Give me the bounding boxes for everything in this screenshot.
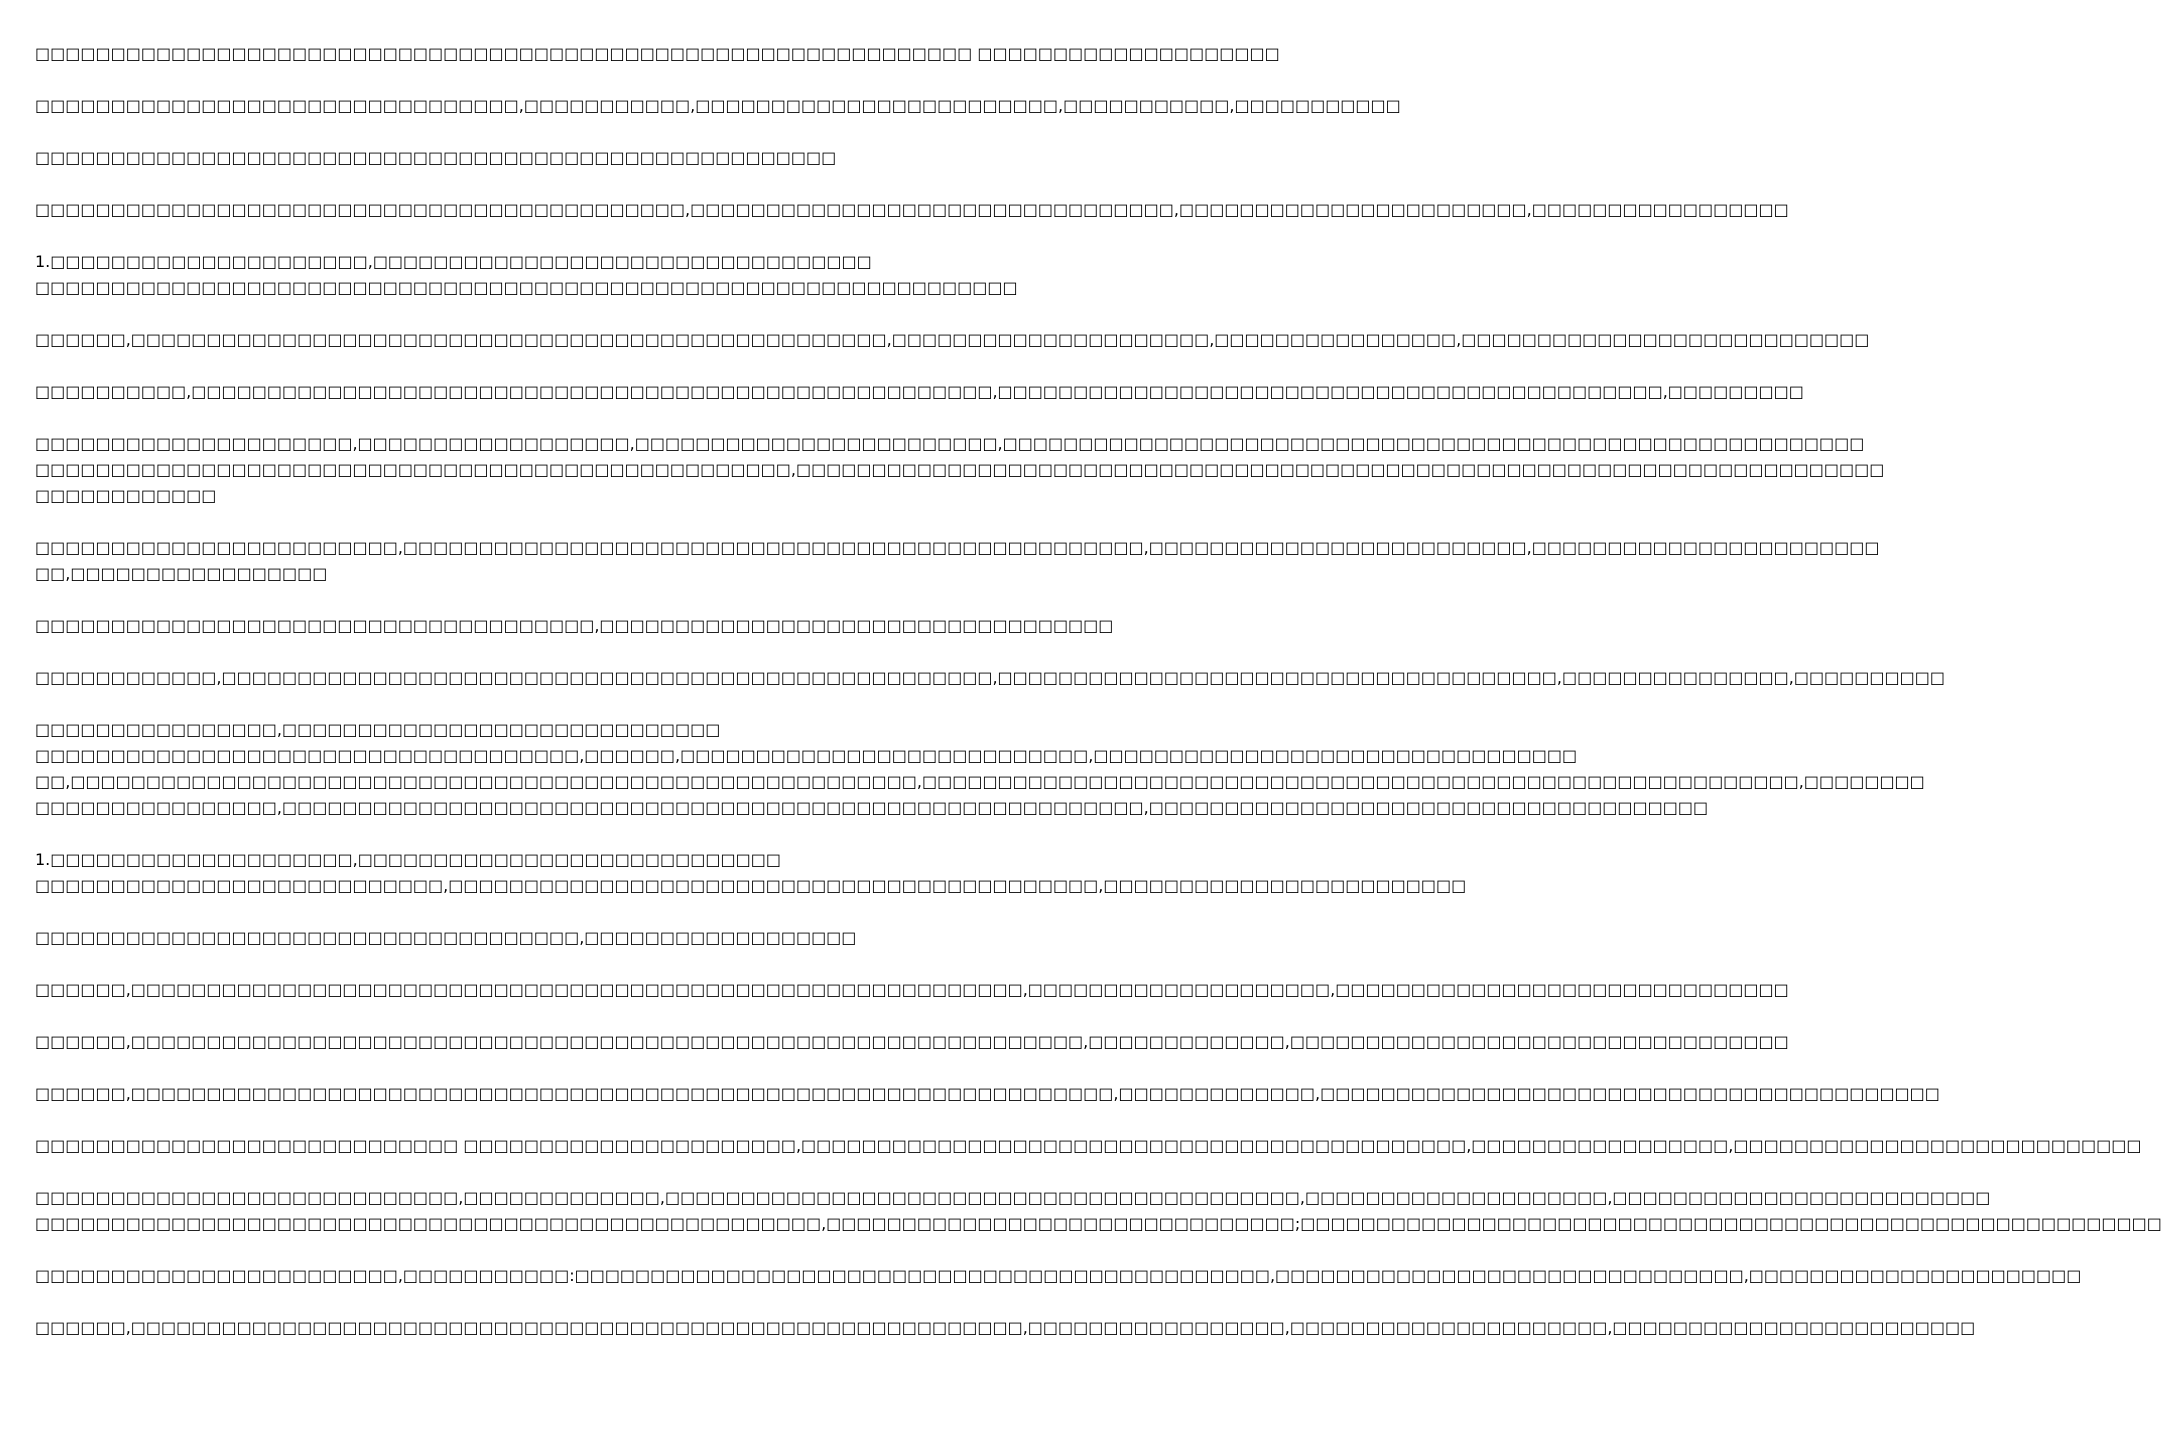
paragraph	[35, 1081, 1940, 1107]
paragraph-line: □□□□□□□□□□□□□□□□□□□□□□□□□□□□ □□□□□□□□□□□□□□□□□□□□□□,□□□□□□□□□□□□□□□□□□□□□□□□□□□□□□□□□□□□□□□□□□□□,□□□□□□□□□□□□□□□□□,□□□□□□□□□□□□□□□□□□□□□□□□□□□	[35, 1136, 2142, 1155]
paragraph-line: □□□□□□□□□□□□□□□□□□□□□□□□,□□□□□□□□□□□:□□□□□□□□□□□□□□□□□□□□□□□□□□□□□□□□□□□□□□□□□□□□□□,□□□□□□□□□□□□□□□□□□□□□□□□□□□□□□□,□□□□□□□□□□□□□□□□□□□□□□	[35, 1266, 2082, 1285]
paragraph-line: □□□□□□,□□□□□□□□□□□□□□□□□□□□□□□□□□□□□□□□□□□□□□□□□□□□□□□□□□□□□□□□□□□,□□□□□□□□□□□□□□□□□,□□□□□□□□□□□□□□□□□□□□□,□□□□□□□□□□□□□□□□□□□□□□□□	[35, 1318, 1976, 1337]
paragraph-line: □□□□□□□□□□□□□□□□□□□□□□□□□□□□□□□□□□□□,□□□□□□,□□□□□□□□□□□□□□□□□□□□□□□□□□□,□□□□□□□□□□□□□□□□□□□□□□□□□□□□□□□□	[35, 746, 1578, 765]
paragraph-line: □□□□□□□□□□□□□□□□□□□□□□□□□□□□□□□□,□□□□□□□□□□□,□□□□□□□□□□□□□□□□□□□□□□□□,□□□□□□□□□□□,□□□□□□□□□□□	[35, 96, 1401, 115]
paragraph	[35, 41, 1280, 67]
paragraph-line: □□□□□□□□□□□□□□□□□□□□□□□□□□□□□□□□□□□□,□□□□□□□□□□□□□□□□□□	[35, 928, 857, 947]
paragraph	[35, 249, 1018, 301]
paragraph	[35, 925, 990, 951]
paragraph-line: □□,□□□□□□□□□□□□□□□□□□□□□□□□□□□□□□□□□□□□□□□□□□□□□□□□□□□□□□□□,□□□□□□□□□□□□□□□□□□□□□□□□□□□□□□□□□□□□□□□□□□□□□□□□□□□□□□□□□□,□□□□□□□□	[35, 772, 1925, 791]
paragraph-line: □□□□□□□□□□□□□□□□□□□□□□□□□□□□□□□□□□□□□□□□□□□,□□□□□□□□□□□□□□□□□□□□□□□□□□□□□□□□,□□□□□□□□□□□□□□□□□□□□□□□,□□□□□□□□□□□□□□□□□	[35, 200, 1789, 219]
paragraph	[35, 847, 1467, 899]
paragraph	[35, 379, 1804, 405]
paragraph	[35, 1185, 2162, 1237]
paragraph-line: □□□□□□,□□□□□□□□□□□□□□□□□□□□□□□□□□□□□□□□□□□□□□□□□□□□□□□□□□□□□□□□□□□,□□□□□□□□□□□□□□□□□□□□,□□□□□□□□□□□□□□□□□□□□□□□□□□□□□□	[35, 980, 1789, 999]
paragraph-line: □□□□□□□□□□□□,□□□□□□□□□□□□□□□□□□□□□□□□□□□□□□□□□□□□□□□□□□□□□□□□□□□,□□□□□□□□□□□□□□□□□□□□□□□□□□□□□□□□□□□□□,□□□□□□□□□□□□□□□,□□□□□□□□□□	[35, 668, 1945, 687]
paragraph-line: □□□□□□□□□□□□□□□□□□□□□□□□□□□□□□□□□□□□□,□□□□□□□□□□□□□□□□□□□□□□□□□□□□□□□□□□	[35, 616, 1114, 635]
paragraph-line: □□□□□□□□□□□□□□□□,□□□□□□□□□□□□□□□□□□□□□□□□□□□□□	[35, 720, 721, 739]
paragraph-line: 1.□□□□□□□□□□□□□□□□□□□□□,□□□□□□□□□□□□□□□□□□□□□□□□□□□□□□□□□	[35, 252, 872, 271]
paragraph	[35, 717, 1925, 821]
paragraph-line: □□□□□□□□□□□□□□□□,□□□□□□□□□□□□□□□□□□□□□□□□□□□□□□□□□□□□□□□□□□□□□□□□□□□□□□□□□,□□□□□□□□□□□□□□□□□□□□□□□□□□□□□□□□□□□□□	[35, 798, 1709, 817]
paragraph	[35, 1029, 1789, 1055]
paragraph	[35, 327, 1870, 353]
paragraph-line: □□□□□□□□□□□□□□□□□□□□□□□□,□□□□□□□□□□□□□□□□□□□□□□□□□□□□□□□□□□□□□□□□□□□□□□□□□,□□□□□□□□□□□□□□□□□□□□□□□□□,□□□□□□□□□□□□□□□□□□□□□□□	[35, 538, 1880, 557]
paragraph	[35, 1315, 1976, 1341]
paragraph-line: □□□□□□□□□□□□□□□□□□□□□□□□□□□,□□□□□□□□□□□□□□□□□□□□□□□□□□□□□□□□□□□□□□□□□□□,□□□□□□□□□□□□□□□□□□□□□□□□	[35, 876, 1467, 895]
paragraph-line: □□,□□□□□□□□□□□□□□□□□	[35, 564, 328, 583]
paragraph	[35, 535, 1880, 587]
paragraph	[35, 145, 990, 171]
document-page	[35, 41, 2162, 1441]
paragraph-line: □□□□□□□□□□□□□□□□□□□□□□□□□□□□□□□□□□□□□□□□□□□□□□□□□□□□,□□□□□□□□□□□□□□□□□□□□□□□□□□□□□□□;□□□□□□□□□□□□□□□□□□□□□□□□□□□□□□□□□□□□□□□□□□□□□□□□□□□□□□□□□	[35, 1214, 2162, 1233]
paragraph	[35, 1263, 2082, 1289]
paragraph-line: □□□□□□,□□□□□□□□□□□□□□□□□□□□□□□□□□□□□□□□□□□□□□□□□□□□□□□□□□,□□□□□□□□□□□□□□□□□□□□□,□□□□□□□□□□□□□□□□,□□□□□□□□□□□□□□□□□□□□□□□□□□□	[35, 330, 1870, 349]
paragraph-line: □□□□□□□□□□□□□□□□□□□□□□□□□□□□□□□□□□□□□□□□□□□□□□□□□□□□□□□□□□□□□□□□□	[35, 278, 1018, 297]
paragraph-line: □□□□□□□□□□□□□□□□□□□□□□□□□□□□□□□□□□□□□□□□□□□□□□□□□□,□□□□□□□□□□□□□□□□□□□□□□□□□□□□□□□□□□□□□□□□□□□□□□□□□□□□□□□□□□□□□□□□□□□□□□□□	[35, 460, 1885, 479]
paragraph	[35, 431, 1885, 509]
paragraph	[35, 1133, 2142, 1159]
paragraph	[35, 613, 1114, 639]
paragraph	[35, 197, 1789, 223]
paragraph-line: □□□□□□□□□□,□□□□□□□□□□□□□□□□□□□□□□□□□□□□□□□□□□□□□□□□□□□□□□□□□□□□□,□□□□□□□□□□□□□□□□□□□□□□□□□□□□□□□□□□□□□□□□□□□□,□□□□□□□□□	[35, 382, 1804, 401]
paragraph	[35, 93, 1401, 119]
paragraph-line: 1.□□□□□□□□□□□□□□□□□□□□,□□□□□□□□□□□□□□□□□□□□□□□□□□□□	[35, 850, 781, 869]
paragraph	[35, 977, 1789, 1003]
paragraph-line: □□□□□□,□□□□□□□□□□□□□□□□□□□□□□□□□□□□□□□□□□□□□□□□□□□□□□□□□□□□□□□□□□□□□□□,□□□□□□□□□□□□□,□□□□□□□□□□□□□□□□□□□□□□□□□□□□□□□□□	[35, 1032, 1789, 1051]
paragraph	[35, 665, 1945, 691]
paragraph-line: □□□□□□□□□□□□	[35, 486, 217, 505]
paragraph-line: □□□□□□,□□□□□□□□□□□□□□□□□□□□□□□□□□□□□□□□□□□□□□□□□□□□□□□□□□□□□□□□□□□□□□□□□,□□□□□□□□□□□□□,□□□□□□□□□□□□□□□□□□□□□□□□□□□□□□□□□□□□□□□□□	[35, 1084, 1940, 1103]
paragraph-line: □□□□□□□□□□□□□□□□□□□□□□□□□□□□,□□□□□□□□□□□□□,□□□□□□□□□□□□□□□□□□□□□□□□□□□□□□□□□□□□□□□□□□,□□□□□□□□□□□□□□□□□□□□,□□□□□□□□□□□□□□□□□□□□□□□□□	[35, 1188, 1991, 1207]
paragraph-line: □□□□□□□□□□□□□□□□□□□□□□□□□□□□□□□□□□□□□□□□□□□□□□□□□□□□□□□□□□□□□□ □□□□□□□□□□□□□□□□□□□□	[35, 44, 1280, 63]
paragraph-line: □□□□□□□□□□□□□□□□□□□□□□□□□□□□□□□□□□□□□□□□□□□□□□□□□□□□□	[35, 148, 837, 167]
paragraph-line: □□□□□□□□□□□□□□□□□□□□□,□□□□□□□□□□□□□□□□□□,□□□□□□□□□□□□□□□□□□□□□□□□,□□□□□□□□□□□□□□□□□□□□□□□□□□□□□□□□□□□□□□□□□□□□□□□□□□□□□□□□□	[35, 434, 1865, 453]
